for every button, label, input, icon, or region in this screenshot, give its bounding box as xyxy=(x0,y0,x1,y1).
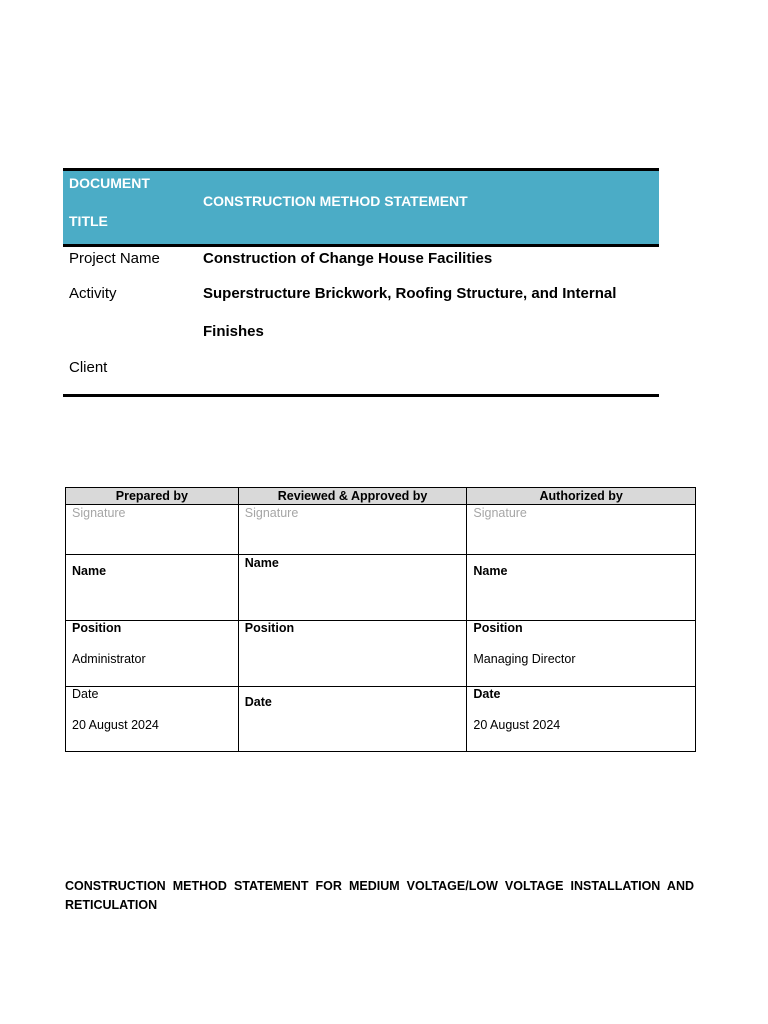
signature-placeholder: Signature xyxy=(244,506,299,520)
prepared-name-cell[interactable] xyxy=(66,555,239,621)
prepared-date-value: 20 August 2024 xyxy=(72,718,159,732)
date-row xyxy=(66,687,696,752)
position-label: Position xyxy=(72,621,122,635)
position-row xyxy=(66,621,696,687)
column-reviewed-approved-by: Reviewed & Approved by xyxy=(238,488,467,505)
document-title-label-line1: DOCUMENT xyxy=(69,175,150,191)
reviewed-name-cell[interactable] xyxy=(238,555,467,621)
signature-placeholder: Signature xyxy=(72,506,126,520)
client-label: Client xyxy=(69,359,108,376)
name-label: Name xyxy=(473,564,508,578)
date-label: Date xyxy=(473,687,501,701)
reviewed-date-cell[interactable] xyxy=(238,687,467,752)
activity-value: Superstructure Brickwork, Roofing Structure, and Internal Finishes xyxy=(203,285,617,340)
name-label: Name xyxy=(72,564,107,578)
document-info-body xyxy=(63,247,659,397)
signature-row xyxy=(66,505,696,555)
signature-placeholder: Signature xyxy=(473,506,527,520)
project-name-label: Project Name xyxy=(69,250,160,267)
authorized-date-value: 20 August 2024 xyxy=(473,718,561,732)
prepared-date-cell[interactable] xyxy=(66,687,239,752)
prepared-position-value: Administrator xyxy=(72,652,146,666)
signoff-table xyxy=(65,487,696,752)
authorized-signature-cell[interactable] xyxy=(467,505,696,555)
prepared-position-cell[interactable] xyxy=(66,621,239,687)
name-row xyxy=(66,555,696,621)
document-title-label-line2: TITLE xyxy=(69,213,108,229)
authorized-position-value: Managing Director xyxy=(473,652,576,666)
authorized-date-cell[interactable] xyxy=(467,687,696,752)
prepared-signature-cell[interactable] xyxy=(66,505,239,555)
document-info-table xyxy=(63,168,659,397)
position-label: Position xyxy=(244,621,295,635)
authorized-position-cell[interactable] xyxy=(467,621,696,687)
document-title-row xyxy=(63,168,659,247)
position-label: Position xyxy=(473,621,523,635)
method-statement-heading: CONSTRUCTION METHOD STATEMENT FOR MEDIUM VOLTAGE/LOW VOLTAGE INSTALLATION AND RETICULATION xyxy=(65,879,694,912)
date-label: Date xyxy=(72,687,99,701)
signoff-header-row xyxy=(66,488,696,505)
activity-label: Activity xyxy=(69,285,117,302)
document-title-value: CONSTRUCTION METHOD STATEMENT xyxy=(203,193,468,209)
reviewed-position-cell[interactable] xyxy=(238,621,467,687)
column-authorized-by: Authorized by xyxy=(467,488,696,505)
column-prepared-by: Prepared by xyxy=(66,488,239,505)
date-label: Date xyxy=(244,695,272,709)
project-name-value: Construction of Change House Facilities xyxy=(203,250,493,267)
reviewed-signature-cell[interactable] xyxy=(238,505,467,555)
authorized-name-cell[interactable] xyxy=(467,555,696,621)
name-label: Name xyxy=(244,556,279,570)
